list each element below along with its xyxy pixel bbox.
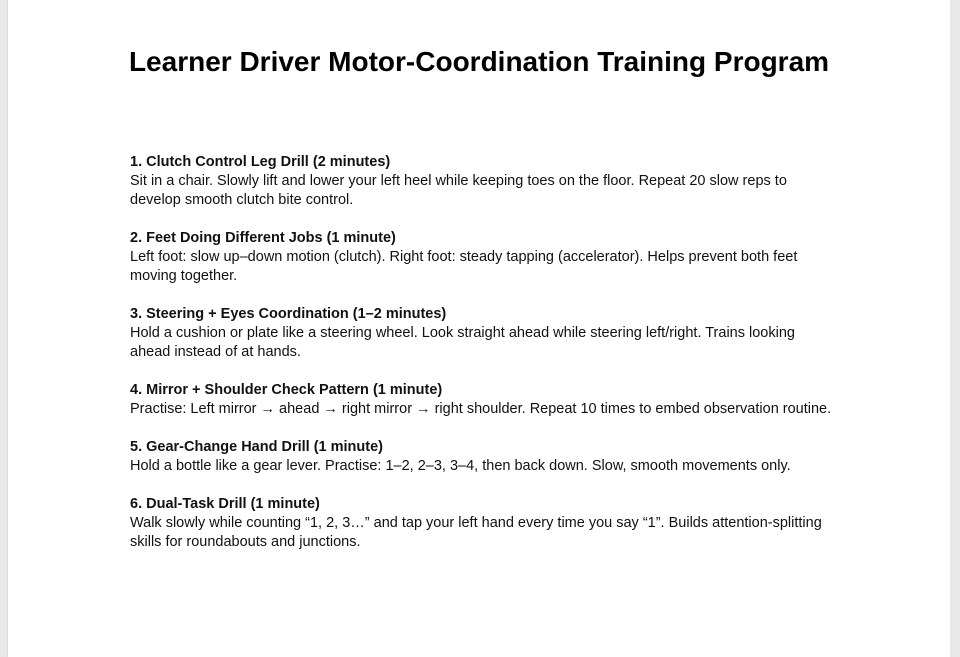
drill-description: Hold a bottle like a gear lever. Practise: 1–2, 2–3, 3–4, then back down. Slow, smooth movements only.: [130, 458, 791, 474]
drill-list: [130, 153, 860, 571]
drill-description: Hold a cushion or plate like a steering wheel. Look straight ahead while steering left/right. Trains looking ahead instead of at hands.: [130, 325, 795, 360]
drill-heading: 5. Gear-Change Hand Drill (1 minute): [130, 439, 383, 455]
drill-heading: 2. Feet Doing Different Jobs (1 minute): [130, 230, 396, 246]
document-page: [8, 0, 950, 657]
drill-description: Practise: Left mirror → ahead → right mirror → right shoulder. Repeat 10 times to embed observation routine.: [130, 401, 832, 417]
drill-heading: 6. Dual-Task Drill (1 minute): [130, 496, 320, 512]
drill-heading: 4. Mirror + Shoulder Check Pattern (1 minute): [130, 382, 443, 398]
drill-description: Left foot: slow up–down motion (clutch). Right foot: steady tapping (accelerator). Helps prevent both feet moving together.: [130, 249, 798, 284]
drill-description: Sit in a chair. Slowly lift and lower your left heel while keeping toes on the floor. Repeat 20 slow reps to develop smooth clutch bite control.: [130, 173, 787, 208]
drill-item: [130, 438, 860, 476]
viewer-background: [950, 0, 960, 657]
drill-item: [130, 381, 860, 419]
drill-heading: 1. Clutch Control Leg Drill (2 minutes): [130, 154, 391, 170]
drill-description: Walk slowly while counting “1, 2, 3…” and tap your left hand every time you say “1”. Builds attention-splitting skills for roundabouts and junctions.: [130, 515, 822, 550]
drill-item: [130, 229, 860, 286]
document-title: Learner Driver Motor-Coordination Training Program: [128, 46, 830, 77]
drill-item: [130, 495, 860, 552]
drill-item: [130, 305, 860, 362]
drill-item: [130, 153, 860, 210]
drill-heading: 3. Steering + Eyes Coordination (1–2 minutes): [130, 306, 447, 322]
